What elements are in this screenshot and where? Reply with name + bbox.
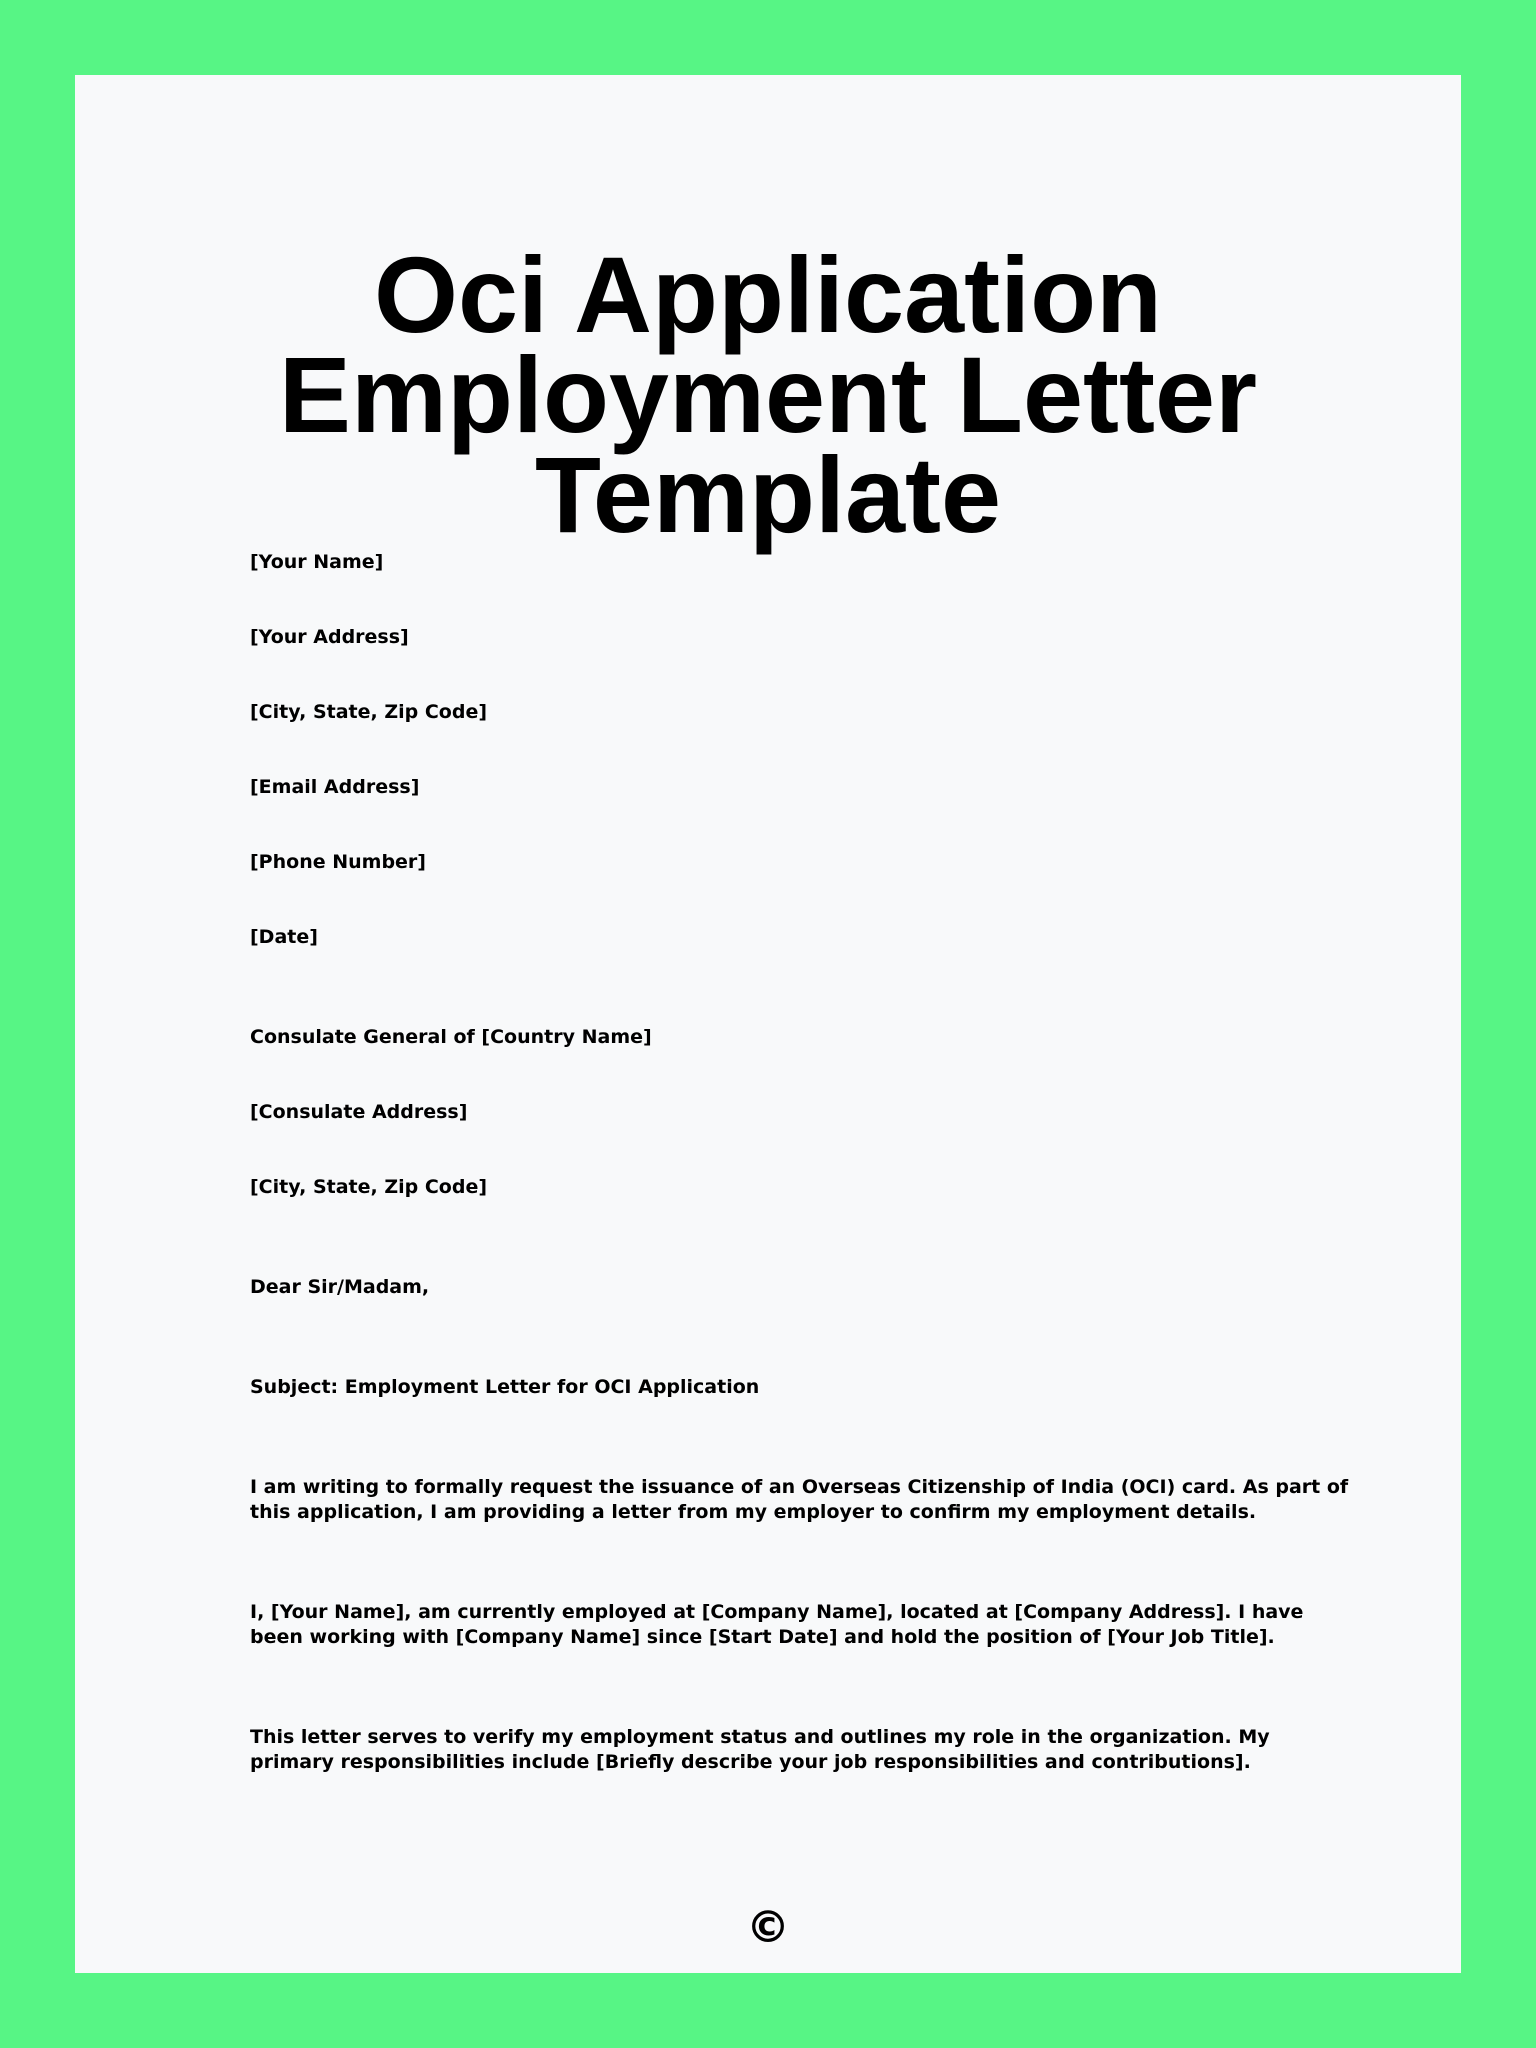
sender-city-state-zip: [City, State, Zip Code] <box>250 701 488 723</box>
subject-line: Subject: Employment Letter for OCI Application <box>250 1376 760 1398</box>
copyright-icon: © <box>746 1902 790 1953</box>
paragraph-responsibilities: This letter serves to verify my employment status and outlines my role in the organization. My primary responsibilities include [Briefly describe your job responsibilities and contributions]. <box>250 1726 1270 1773</box>
paragraph-request: I am writing to formally request the issuance of an Overseas Citizenship of India (OCI) card. As part of this application, I am providing a letter from my employer to confirm my employment details. <box>250 1476 1349 1523</box>
sender-address: [Your Address] <box>250 626 409 648</box>
sender-phone: [Phone Number] <box>250 851 426 873</box>
document-title: Oci Application Employment Letter Template <box>278 234 1258 555</box>
letter-date: [Date] <box>250 926 318 948</box>
recipient-address: [Consulate Address] <box>250 1101 468 1123</box>
recipient-city-state-zip: [City, State, Zip Code] <box>250 1176 488 1198</box>
sender-email: [Email Address] <box>250 776 420 798</box>
sender-name: [Your Name] <box>250 551 384 573</box>
recipient-consulate: Consulate General of [Country Name] <box>250 1026 652 1048</box>
document-page <box>75 75 1461 1973</box>
paragraph-employment: I, [Your Name], am currently employed at [Company Name], located at [Company Address]. I have been working with [Company Name] since [Start Date] and hold the position of [Your Job Title]. <box>250 1601 1304 1648</box>
salutation: Dear Sir/Madam, <box>250 1276 430 1298</box>
